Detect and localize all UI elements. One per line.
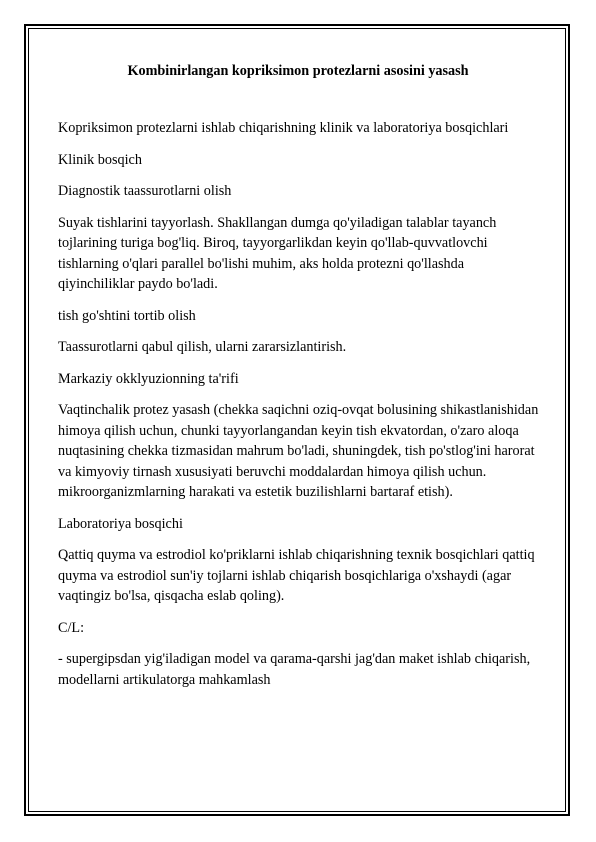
paragraph-stages-heading: Kopriksimon protezlarni ishlab chiqarishning klinik va laboratoriya bosqichlari <box>58 120 509 136</box>
document-title: Kombinirlangan kopriksimon protezlarni asosini yasash <box>127 63 469 79</box>
paragraph-central-occlusion: Markaziy okklyuzionning ta'rifi <box>58 370 239 387</box>
paragraph-model-fabrication: - supergipsdan yig'iladigan model va qarama-qarshi jag'dan maket ishlab chiqarish, modellarni artikulatorga mahkamlash <box>58 651 531 688</box>
paragraph-gum-retraction: tish go'shtini tortib olish <box>58 307 196 324</box>
paragraph-technical-stages: Qattiq quyma va estrodiol ko'priklarni ishlab chiqarishning texnik bosqichlari qattiq quyma va estrodiol sun'iy tojlarni ishlab chiqarish bosqichlariga o'xshaydi (agar vaqtingiz bo'lsa, qisqacha eslab qoling). <box>58 547 535 604</box>
paragraph-cl-label: C/L: <box>58 619 85 636</box>
paragraph-clinical-stage: Klinik bosqich <box>58 151 142 168</box>
paragraph-tooth-preparation: Suyak tishlarini tayyorlash. Shakllangan dumga qo'yiladigan talablar tayanch tojlarining turiga bog'liq. Biroq, tayyorgarlikdan keyin qo'llab-quvvatlovchi tishlarning o'qlari parallel bo'lishi muhim, aks holda protezni qo'llashda qiyinchiliklar paydo bo'ladi. <box>58 214 497 292</box>
document-body <box>58 118 540 701</box>
paragraph-diagnostic-impressions: Diagnostik taassurotlarni olish <box>58 183 232 199</box>
paragraph-impressions-disinfection: Taassurotlarni qabul qilish, ularni zararsizlantirish. <box>58 339 347 355</box>
paragraph-laboratory-stage: Laboratoriya bosqichi <box>58 515 183 532</box>
paragraph-temporary-prosthesis: Vaqtinchalik protez yasash (chekka saqichni oziq-ovqat bolusining shikastlanishidan himoya qilish uchun, chunki tayyorlangandan keyin tish ekvatordan, o'zaro aloqa nuqtasining chekka tizmasidan mahrum bo'ladi, shuningdek, tish po'stlog'ini harorat va kimyoviy tirnash xususiyati beruvchi moddalardan himoya qilish uchun. mikroorganizmlarning harakati va estetik buzilishlarni bartaraf etish). <box>58 402 539 500</box>
